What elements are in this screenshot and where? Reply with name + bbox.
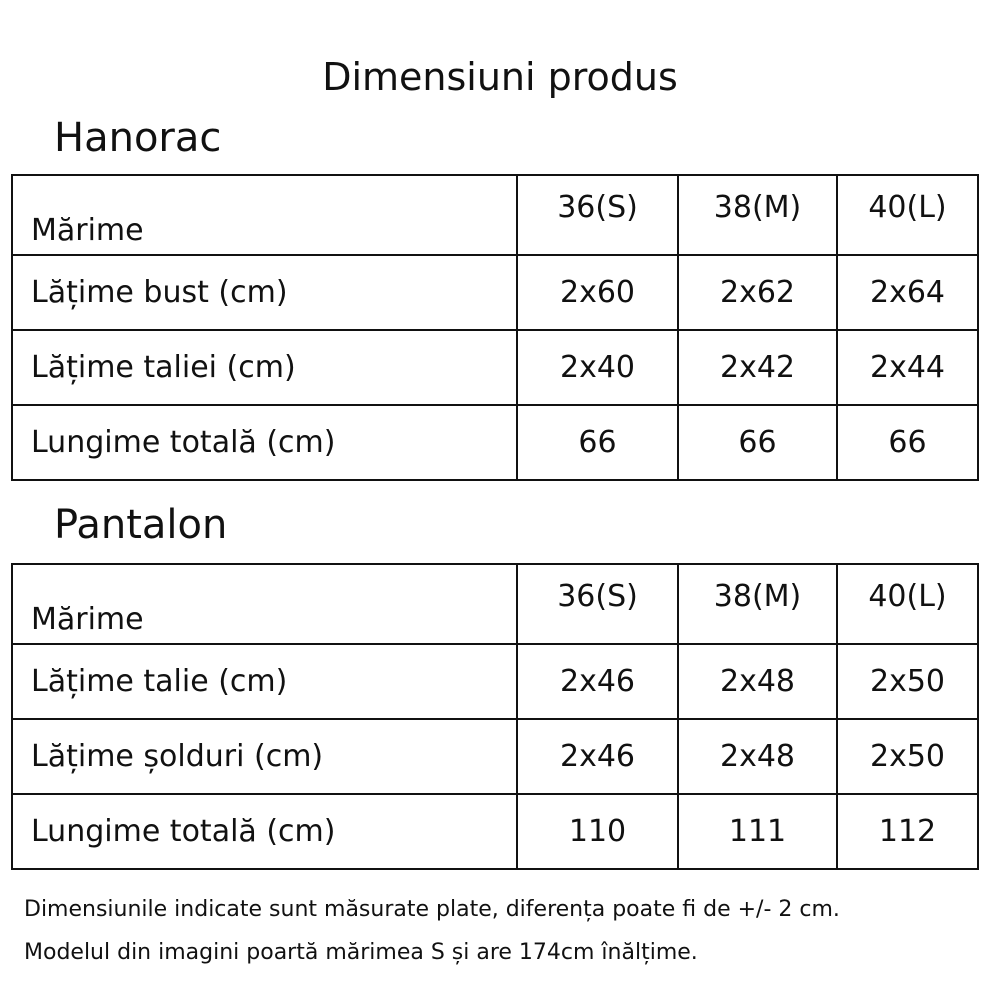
table-row	[12, 794, 978, 869]
cell-value: 112	[837, 794, 978, 869]
table-row	[12, 255, 978, 330]
cell-value: 66	[517, 405, 678, 480]
header-cell-size: Mărime	[12, 564, 517, 644]
cell-value: 111	[678, 794, 837, 869]
cell-value: 66	[678, 405, 837, 480]
table-row	[12, 719, 978, 794]
cell-value: 2x44	[837, 330, 978, 405]
table-row	[12, 405, 978, 480]
row-label: Lățime bust (cm)	[12, 255, 517, 330]
row-label: Lungime totală (cm)	[12, 405, 517, 480]
header-cell-l: 40(L)	[837, 175, 978, 255]
cell-value: 2x40	[517, 330, 678, 405]
page-title: Dimensiuni produs	[322, 55, 678, 99]
row-label: Lungime totală (cm)	[12, 794, 517, 869]
size-table-hanorac	[11, 174, 979, 481]
note-model: Modelul din imagini poartă mărimea S și are 174cm înălțime.	[24, 940, 698, 965]
cell-value: 2x48	[678, 719, 837, 794]
header-cell-size: Mărime	[12, 175, 517, 255]
table-header-row	[12, 564, 978, 644]
cell-value: 2x42	[678, 330, 837, 405]
cell-value: 110	[517, 794, 678, 869]
row-label: Lățime șolduri (cm)	[12, 719, 517, 794]
cell-value: 2x62	[678, 255, 837, 330]
size-table-pantalon	[11, 563, 979, 870]
header-cell-l: 40(L)	[837, 564, 978, 644]
row-label: Lățime talie (cm)	[12, 644, 517, 719]
header-cell-m: 38(M)	[678, 175, 837, 255]
header-cell-m: 38(M)	[678, 564, 837, 644]
cell-value: 2x50	[837, 644, 978, 719]
header-cell-s: 36(S)	[517, 564, 678, 644]
header-cell-s: 36(S)	[517, 175, 678, 255]
cell-value: 2x46	[517, 644, 678, 719]
cell-value: 2x46	[517, 719, 678, 794]
table-row	[12, 330, 978, 405]
cell-value: 2x48	[678, 644, 837, 719]
table-row	[12, 644, 978, 719]
row-label: Lățime taliei (cm)	[12, 330, 517, 405]
cell-value: 66	[837, 405, 978, 480]
section-title-pantalon: Pantalon	[54, 502, 228, 548]
cell-value: 2x50	[837, 719, 978, 794]
cell-value: 2x64	[837, 255, 978, 330]
table-header-row	[12, 175, 978, 255]
section-title-hanorac: Hanorac	[54, 115, 222, 161]
note-measurement: Dimensiunile indicate sunt măsurate plate, diferența poate fi de +/- 2 cm.	[24, 897, 840, 922]
cell-value: 2x60	[517, 255, 678, 330]
